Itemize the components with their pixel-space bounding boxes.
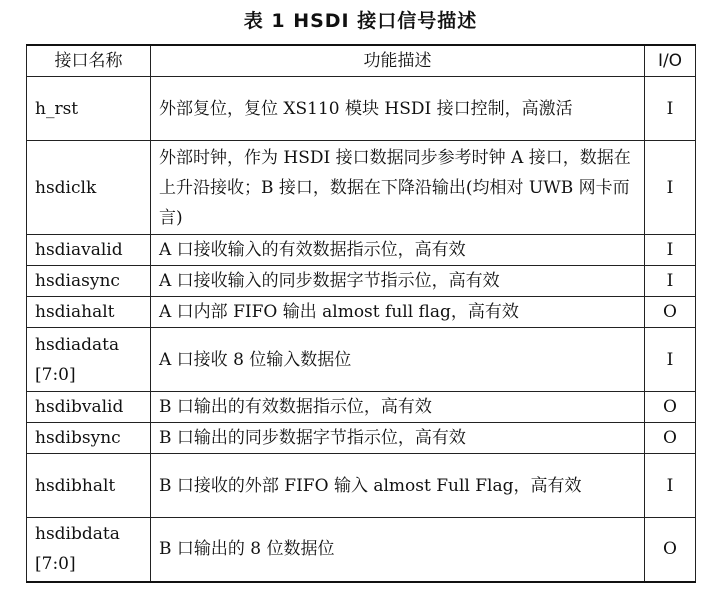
signal-description: B 口接收的外部 FIFO 输入 almost Full Flag，高有效 [151, 454, 645, 518]
signal-io: O [645, 392, 696, 423]
signal-io: I [645, 235, 696, 266]
signal-io: I [645, 454, 696, 518]
table-caption: 表 1 HSDI 接口信号描述 [243, 10, 478, 32]
signal-description: B 口输出的同步数据字节指示位，高有效 [151, 423, 645, 454]
table-row [27, 297, 696, 328]
table-row [27, 518, 696, 582]
signal-name: hsdibdata [7:0] [27, 518, 151, 582]
signal-description: A 口接收输入的同步数据字节指示位，高有效 [151, 266, 645, 297]
signal-name: hsdiavalid [27, 235, 151, 266]
table-row [27, 77, 696, 141]
table-header [27, 45, 696, 77]
header-io: I/O [645, 45, 696, 77]
table-row [27, 328, 696, 392]
signal-description: A 口内部 FIFO 输出 almost full flag，高有效 [151, 297, 645, 328]
signal-table [26, 44, 696, 583]
signal-name: hsdiahalt [27, 297, 151, 328]
signal-description: 外部时钟，作为 HSDI 接口数据同步参考时钟 A 接口，数据在上升沿接收；B 接口，数据在下降沿输出(均相对 UWB 网卡而言) [151, 141, 645, 235]
signal-io: O [645, 518, 696, 582]
signal-io: O [645, 423, 696, 454]
header-row [27, 45, 696, 77]
signal-description: A 口接收 8 位输入数据位 [151, 328, 645, 392]
signal-io: I [645, 141, 696, 235]
table-row [27, 235, 696, 266]
signal-io: I [645, 266, 696, 297]
signal-io: O [645, 297, 696, 328]
signal-name: hsdiadata [7:0] [27, 328, 151, 392]
signal-name: hsdibhalt [27, 454, 151, 518]
signal-io: I [645, 77, 696, 141]
signal-name: hsdibvalid [27, 392, 151, 423]
signal-description: B 口输出的 8 位数据位 [151, 518, 645, 582]
table-row [27, 141, 696, 235]
table-row [27, 392, 696, 423]
signal-description: A 口接收输入的有效数据指示位，高有效 [151, 235, 645, 266]
signal-name: hsdiclk [27, 141, 151, 235]
signal-description: 外部复位，复位 XS110 模块 HSDI 接口控制，高激活 [151, 77, 645, 141]
table-row [27, 454, 696, 518]
table-row [27, 266, 696, 297]
signal-name: hsdibsync [27, 423, 151, 454]
table-row [27, 423, 696, 454]
header-description: 功能描述 [151, 45, 645, 77]
header-name: 接口名称 [27, 45, 151, 77]
table-body [27, 77, 696, 582]
signal-name: hsdiasync [27, 266, 151, 297]
signal-name: h_rst [27, 77, 151, 141]
signal-description: B 口输出的有效数据指示位，高有效 [151, 392, 645, 423]
signal-io: I [645, 328, 696, 392]
